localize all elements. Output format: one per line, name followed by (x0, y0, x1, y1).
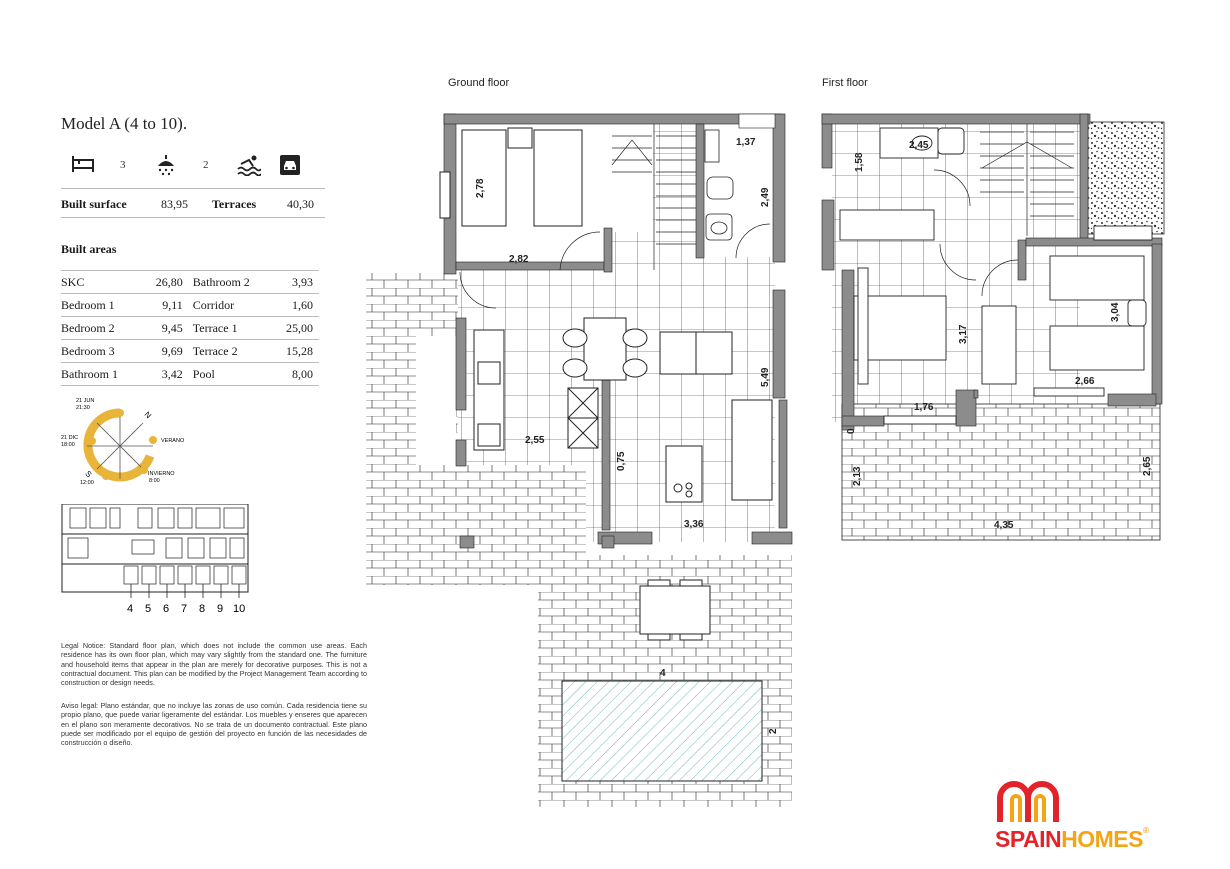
site-unit-number: 6 (163, 603, 170, 615)
ground-floor-plan (366, 114, 792, 807)
model-title: Model A (4 to 10). (61, 114, 188, 133)
site-unit-number: 5 (145, 603, 152, 615)
invierno-label: INVIERNO (148, 471, 175, 477)
spainhomes-logo-mark (1000, 784, 1056, 822)
dim-corridor-width: 0,75 (616, 451, 627, 471)
dim-bedroom-width: 2,82 (509, 254, 529, 265)
first-floor-label: First floor (822, 77, 868, 89)
built-area-name2: Pool (193, 363, 273, 386)
dim-2-66: 2,66 (1075, 376, 1095, 387)
built-area-value1: 9,69 (141, 340, 193, 363)
first-floor-plan (822, 114, 1164, 540)
noon-time: 12:00 (80, 480, 94, 486)
dim-4-35: 4,35 (994, 520, 1014, 531)
built-area-value1: 26,80 (141, 271, 193, 294)
built-area-value2: 1,60 (273, 294, 319, 317)
dim-living-width: 3,36 (684, 519, 704, 530)
winter-time: 18:00 (61, 442, 75, 448)
spainhomes-logo (995, 826, 1148, 853)
dim-3-04: 3,04 (1110, 302, 1121, 322)
site-unit-number: 9 (217, 603, 224, 615)
dim-pool-width: 4 (660, 668, 666, 679)
built-area-value2: 3,93 (273, 271, 319, 294)
dim-pool-height: 2 (768, 728, 779, 734)
terraces-label: Terraces (212, 197, 257, 211)
summer-date: 21 JUN (76, 398, 95, 404)
dim-0: 0 (846, 428, 857, 434)
legal-notice-english: Legal Notice: Standard floor plan, which does not include the common use areas. Each residence has its own floor plan, which may vary slightly from the standard one. The furniture and household items that appear in the plan are merely for decorative purposes. This is not a contractual document. This plan can be modified by the Project Management Team according to construction or design needs. (61, 641, 367, 688)
built-area-name1: Bedroom 1 (61, 294, 141, 317)
built-area-value2: 8,00 (273, 363, 319, 386)
dim-1-76: 1,76 (914, 402, 934, 413)
south-label: S (83, 469, 94, 480)
built-area-name2: Corridor (193, 294, 273, 317)
dim-bathroom-width: 1,37 (736, 137, 756, 148)
verano-label: VERANO (161, 438, 185, 444)
dim-living-height: 5,49 (760, 367, 771, 387)
bath-count: 2 (203, 159, 209, 171)
built-area-name2: Terrace 1 (193, 317, 273, 340)
site-unit-number: 8 (199, 603, 206, 615)
built-area-name1: Bathroom 1 (61, 363, 141, 386)
built-surface-label: Built surface (61, 197, 127, 211)
dim-2-65: 2,65 (1142, 456, 1153, 476)
north-label: N (142, 409, 154, 421)
dim-2-45: 2,45 (909, 140, 929, 151)
winter-date: 21 DIC (61, 435, 79, 441)
dim-bedroom-height: 2,78 (475, 178, 486, 198)
built-area-value1: 3,42 (141, 363, 193, 386)
built-area-value2: 25,00 (273, 317, 319, 340)
gravel-roof (1088, 122, 1164, 234)
built-area-name2: Bathroom 2 (193, 271, 273, 294)
dim-3-17: 3,17 (958, 324, 969, 344)
site-unit-number: 10 (233, 603, 246, 615)
built-surface-value: 83,95 (161, 197, 188, 211)
built-area-name1: SKC (61, 271, 141, 294)
site-unit-number: 4 (127, 603, 134, 615)
site-unit-number: 7 (181, 603, 188, 615)
dim-2-13: 2,13 (852, 466, 863, 486)
built-area-name2: Terrace 2 (193, 340, 273, 363)
built-area-value1: 9,11 (141, 294, 193, 317)
terraces-value: 40,30 (287, 197, 314, 211)
logo-spain: SPAIN (995, 826, 1062, 852)
dim-1-58: 1,58 (854, 152, 865, 172)
first-floor-tiles (832, 122, 1080, 422)
legal-notice-spanish: Aviso legal: Plano estándar, que no incluye las zonas de uso común. Cada residencia tiene su propio plano, que puede variar ligeramente del estándar. Los muebles y enseres que aparecen en el plano son meramente decorativos. No se trata de un documento contractual. Este plano puede ser modificado por el equipo de gestión del proyecto en función de las necesidades de construcción o diseño. (61, 701, 367, 748)
logo-registered: ® (1142, 826, 1149, 835)
dim-kitchen-width: 2,55 (525, 435, 545, 446)
summer-time: 21:30 (76, 405, 90, 411)
built-area-name1: Bedroom 3 (61, 340, 141, 363)
built-area-value2: 15,28 (273, 340, 319, 363)
dim-bathroom-height: 2,49 (760, 187, 771, 207)
bed-count: 3 (120, 159, 126, 171)
invierno-time: 8:00 (149, 478, 160, 484)
built-area-name1: Bedroom 2 (61, 317, 141, 340)
logo-homes: HOMES (1061, 826, 1143, 852)
pool (562, 681, 762, 781)
built-areas-title: Built areas (61, 242, 117, 256)
built-area-value1: 9,45 (141, 317, 193, 340)
ground-floor-label: Ground floor (448, 77, 510, 89)
